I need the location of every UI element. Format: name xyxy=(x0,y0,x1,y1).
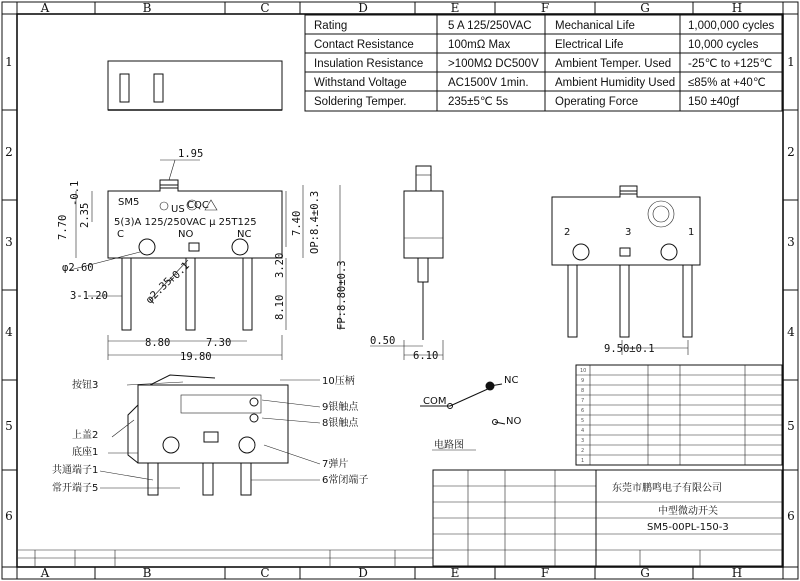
row-label: 1 xyxy=(5,55,13,69)
col-label: B xyxy=(142,566,152,580)
front-view xyxy=(70,160,340,360)
part-contact-8: 8银触点 xyxy=(322,418,359,429)
part-lever: 10压柄 xyxy=(322,376,355,387)
spec-value: >100MΩ DC500V xyxy=(448,58,539,70)
dim-9-50: 9.50±0.1 xyxy=(604,343,655,355)
row-label: 4 xyxy=(5,325,13,339)
row-label: 6 xyxy=(787,509,795,523)
terminal-c-label: C xyxy=(117,229,124,240)
rear-terminal-2: 2 xyxy=(564,227,571,238)
dim-1-95: 1.95 xyxy=(178,148,204,160)
front-view-labels xyxy=(57,148,348,363)
bom-item-no: 3 xyxy=(581,438,585,444)
spec-value: 10,000 cycles xyxy=(688,39,759,51)
bom-item-no: 2 xyxy=(581,448,585,454)
spec-value: 100mΩ Max xyxy=(448,39,511,51)
col-label: D xyxy=(358,566,368,580)
circuit-no: NO xyxy=(506,416,522,427)
part-spring: 7弹片 xyxy=(322,459,349,470)
col-label: A xyxy=(40,1,50,15)
bom-item-no: 7 xyxy=(581,398,585,404)
dim-2-35-tol: -0.1 xyxy=(69,180,81,206)
side-view xyxy=(370,166,443,362)
section-view-labels xyxy=(52,374,368,494)
col-label: B xyxy=(142,1,152,15)
part-base: 底座1 xyxy=(72,447,99,458)
col-label: C xyxy=(260,1,270,15)
dim-phi-2-60: φ2.60 xyxy=(62,262,94,274)
col-label: F xyxy=(540,566,550,580)
row-label: 3 xyxy=(5,235,13,249)
row-label: 1 xyxy=(787,55,795,69)
dim-7-40: 7.40 xyxy=(291,210,303,236)
circuit-com: COM xyxy=(423,396,447,407)
spec-table xyxy=(305,15,782,111)
dim-7-30: 7.30 xyxy=(206,337,232,349)
col-label: H xyxy=(731,566,743,580)
circuit-nc: NC xyxy=(504,375,519,386)
dim-0-50: 0.50 xyxy=(370,335,396,347)
bom-item-no: 10 xyxy=(580,368,587,374)
spec-value: 1,000,000 cycles xyxy=(688,20,775,32)
row-label: 5 xyxy=(787,419,795,433)
company-name: 东莞市鹏鸣电子有限公司 xyxy=(612,483,722,494)
row-labels-right xyxy=(787,55,795,523)
dim-2-35: 2.35 xyxy=(79,202,91,228)
dim-8-80: 8.80 xyxy=(145,337,171,349)
top-view xyxy=(108,61,282,110)
part-nc-terminal: 常开端子5 xyxy=(52,483,99,494)
us-mark: US xyxy=(171,204,185,215)
bom-item-no: 9 xyxy=(581,378,585,384)
bom-item-no: 4 xyxy=(581,428,585,434)
column-labels-bottom xyxy=(40,566,743,580)
rear-view xyxy=(552,186,700,355)
dim-3-20: 3.20 xyxy=(274,252,286,278)
part-number: SM5-00PL-150-3 xyxy=(647,522,729,533)
part-common-terminal: 共通端子1 xyxy=(52,465,99,476)
spec-label: Operating Force xyxy=(555,96,639,108)
col-label: E xyxy=(450,1,460,15)
dim-8-10: 8.10 xyxy=(274,294,286,320)
rear-terminal-3: 3 xyxy=(625,227,632,238)
spec-label: Insulation Resistance xyxy=(314,58,424,70)
brand-label: SM5 xyxy=(118,197,140,208)
col-label: F xyxy=(540,1,550,15)
part-button: 按钮3 xyxy=(72,380,99,391)
part-no-terminal: 6常闭端子 xyxy=(322,475,369,486)
dim-fp: FP:8.80±0.3 xyxy=(336,260,348,330)
spec-value: ≤85% at +40℃ xyxy=(688,77,766,89)
spec-value: -25℃ to +125℃ xyxy=(688,58,773,70)
circuit-diagram xyxy=(420,375,521,451)
dim-3-1-20: 3-1.20 xyxy=(70,290,108,302)
circuit-title: 电路图 xyxy=(434,440,464,451)
spec-value: AC1500V 1min. xyxy=(448,77,529,89)
bom-table xyxy=(576,365,782,465)
spec-label: Contact Resistance xyxy=(314,39,414,51)
col-label: G xyxy=(640,1,650,15)
spec-label: Electrical Life xyxy=(555,39,624,51)
row-label: 6 xyxy=(5,509,13,523)
bom-item-no: 8 xyxy=(581,388,585,394)
spec-label: Mechanical Life xyxy=(555,20,635,32)
col-label: E xyxy=(450,566,460,580)
row-label: 5 xyxy=(5,419,13,433)
row-label: 3 xyxy=(787,235,795,249)
rating-label: 5(3)A 125/250VAC μ 25T125 xyxy=(114,217,257,228)
dim-op: OP:8.4±0.3 xyxy=(309,190,321,254)
dim-7-70: 7.70 xyxy=(57,214,69,240)
row-labels-left xyxy=(5,55,13,523)
spec-label: Ambient Temper. Used xyxy=(555,58,672,70)
spec-label: Withstand Voltage xyxy=(314,77,407,89)
part-cover: 上盖2 xyxy=(72,430,99,441)
dim-19-80: 19.80 xyxy=(180,351,212,363)
logo-mark xyxy=(648,201,674,227)
row-label: 2 xyxy=(787,145,795,159)
spec-value: 150 ±40gf xyxy=(688,96,740,108)
terminal-no-label: NO xyxy=(178,229,194,240)
part-contact-9: 9银触点 xyxy=(322,402,359,413)
bom-item-no: 6 xyxy=(581,408,585,414)
title-block xyxy=(18,470,782,566)
spec-label: Ambient Humidity Used xyxy=(555,77,676,89)
bom-item-no: 1 xyxy=(581,458,585,464)
rear-terminal-1: 1 xyxy=(688,227,695,238)
spec-value: 235±5℃ 5s xyxy=(448,96,509,108)
col-label: D xyxy=(358,1,368,15)
row-label: 2 xyxy=(5,145,13,159)
section-view xyxy=(100,375,320,495)
spec-label: Soldering Temper. xyxy=(314,96,407,108)
product-name: 中型微动开关 xyxy=(658,506,718,517)
spec-label: Rating xyxy=(314,20,348,32)
col-label: H xyxy=(731,1,743,15)
terminal-nc-label: NC xyxy=(237,229,252,240)
dim-phi-2-35: φ2.35 xyxy=(143,275,175,307)
row-label: 4 xyxy=(787,325,795,339)
dim-6-10: 6.10 xyxy=(413,350,439,362)
col-label: C xyxy=(260,566,270,580)
dim-phi-2-35-tol: +0.1 xyxy=(165,259,193,287)
col-label: G xyxy=(640,566,650,580)
bom-item-no: 5 xyxy=(581,418,585,424)
cqc-mark: CQC xyxy=(187,200,209,211)
spec-value: 5 A 125/250VAC xyxy=(448,20,532,32)
column-labels-top xyxy=(40,1,743,15)
col-label: A xyxy=(40,566,50,580)
